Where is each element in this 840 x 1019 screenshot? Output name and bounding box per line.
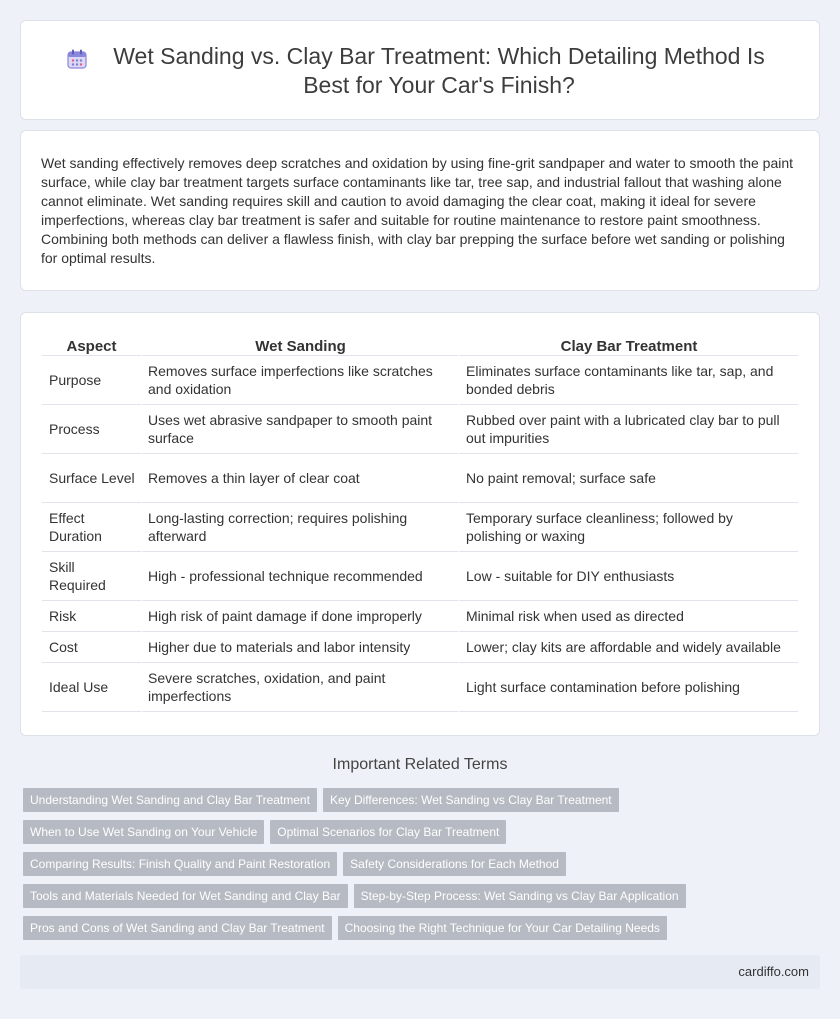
cell-clay: Minimal risk when used as directed	[458, 601, 798, 632]
cell-wet: Long-lasting correction; requires polishing afterward	[141, 503, 458, 552]
cell-clay: No paint removal; surface safe	[458, 454, 798, 503]
cell-wet: High risk of paint damage if done improperly	[141, 601, 458, 632]
related-term-tag[interactable]: Pros and Cons of Wet Sanding and Clay Bar Treatment	[23, 916, 332, 940]
tag-row	[23, 884, 823, 908]
header-clay-bar: Clay Bar Treatment	[458, 334, 798, 356]
cell-aspect: Process	[42, 405, 141, 454]
tag-row	[23, 788, 823, 812]
related-terms-list	[23, 788, 823, 948]
cell-aspect: Skill Required	[42, 552, 141, 601]
footer	[20, 955, 820, 989]
cell-aspect: Effect Duration	[42, 503, 141, 552]
cell-aspect: Ideal Use	[42, 663, 141, 712]
table-row	[42, 503, 798, 552]
page-title: Wet Sanding vs. Clay Bar Treatment: Which Detailing Method Is Best for Your Car's Finish?	[113, 43, 765, 98]
intro-card	[20, 130, 820, 291]
cell-wet: High - professional technique recommended	[141, 552, 458, 601]
cell-clay: Lower; clay kits are affordable and widely available	[458, 632, 798, 663]
intro-paragraph: Wet sanding effectively removes deep scratches and oxidation by using fine-grit sandpaper and water to smooth the paint surface, while clay bar treatment targets surface contaminants like tar, tree sap, and industrial fallout that washing alone cannot eliminate. Wet sanding requires skill and caution to avoid damaging the clear coat, making it ideal for severe imperfections, whereas clay bar treatment is safer and suitable for routine maintenance to restore paint smoothness. Combining both methods can deliver a flawless finish, with clay bar prepping the surface before wet sanding or polishing for optimal results.	[41, 155, 794, 266]
table-row	[42, 552, 798, 601]
table-row	[42, 632, 798, 663]
cell-wet: Higher due to materials and labor intensity	[141, 632, 458, 663]
cell-aspect: Cost	[42, 632, 141, 663]
cell-aspect: Purpose	[42, 356, 141, 405]
cell-wet: Removes a thin layer of clear coat	[141, 454, 458, 503]
header-wet-sanding: Wet Sanding	[141, 334, 458, 356]
tag-row	[23, 852, 823, 876]
cell-clay: Eliminates surface contaminants like tar, sap, and bonded debris	[458, 356, 798, 405]
header-card	[20, 20, 820, 120]
cell-clay: Rubbed over paint with a lubricated clay bar to pull out impurities	[458, 405, 798, 454]
related-terms-heading: Important Related Terms	[332, 756, 508, 773]
related-term-tag[interactable]: Comparing Results: Finish Quality and Paint Restoration	[23, 852, 337, 876]
related-term-tag[interactable]: Safety Considerations for Each Method	[343, 852, 566, 876]
cell-wet: Severe scratches, oxidation, and paint imperfections	[141, 663, 458, 712]
cell-clay: Temporary surface cleanliness; followed by polishing or waxing	[458, 503, 798, 552]
related-term-tag[interactable]: When to Use Wet Sanding on Your Vehicle	[23, 820, 264, 844]
table-row	[42, 601, 798, 632]
cell-aspect: Risk	[42, 601, 141, 632]
tag-row	[23, 820, 823, 844]
tag-row	[23, 916, 823, 940]
related-term-tag[interactable]: Understanding Wet Sanding and Clay Bar Treatment	[23, 788, 317, 812]
related-term-tag[interactable]: Key Differences: Wet Sanding vs Clay Bar Treatment	[323, 788, 619, 812]
cell-clay: Low - suitable for DIY enthusiasts	[458, 552, 798, 601]
footer-site-link[interactable]: cardiffo.com	[738, 964, 809, 979]
title-wrap	[21, 21, 821, 121]
table-row	[42, 663, 798, 712]
cell-wet: Removes surface imperfections like scratches and oxidation	[141, 356, 458, 405]
cell-aspect: Surface Level	[42, 454, 141, 503]
table-row	[42, 405, 798, 454]
calendar-icon	[66, 48, 88, 70]
related-term-tag[interactable]: Step-by-Step Process: Wet Sanding vs Clay Bar Application	[354, 884, 686, 908]
table-header-row	[42, 334, 798, 356]
related-term-tag[interactable]: Choosing the Right Technique for Your Car Detailing Needs	[338, 916, 667, 940]
cell-clay: Light surface contamination before polishing	[458, 663, 798, 712]
comparison-card	[20, 312, 820, 736]
table-row	[42, 454, 798, 503]
table-row	[42, 356, 798, 405]
related-term-tag[interactable]: Tools and Materials Needed for Wet Sanding and Clay Bar	[23, 884, 348, 908]
comparison-table	[42, 334, 798, 712]
related-term-tag[interactable]: Optimal Scenarios for Clay Bar Treatment	[270, 820, 506, 844]
cell-wet: Uses wet abrasive sandpaper to smooth paint surface	[141, 405, 458, 454]
header-aspect: Aspect	[42, 334, 141, 356]
